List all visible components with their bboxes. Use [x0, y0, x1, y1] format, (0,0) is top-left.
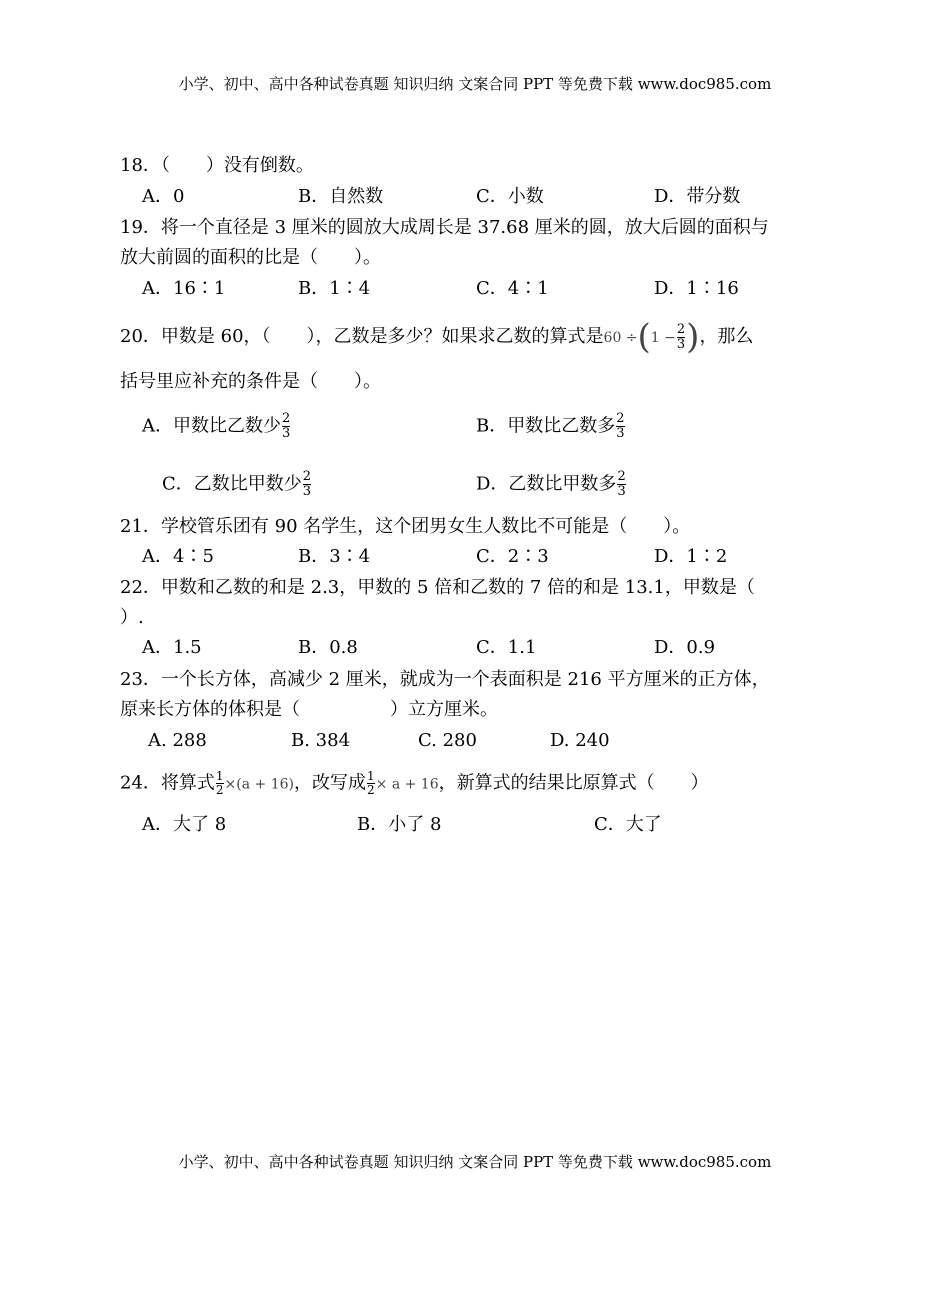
fraction-denominator: 3: [676, 336, 686, 352]
q24-expr1-fraction: [216, 770, 224, 797]
fraction-numerator: 1: [215, 769, 224, 783]
q20-option-d-fraction: [617, 470, 625, 499]
fraction-denominator: 3: [616, 426, 625, 441]
fraction-numerator: 2: [282, 411, 291, 426]
q24-option-a: A．大了 8: [142, 814, 227, 835]
q22-option-a: A．1.5: [142, 637, 202, 658]
question-23-stem-line2: 原来长方体的体积是（ ）立方厘米。: [120, 699, 498, 720]
question-24-stem: [120, 770, 709, 797]
q20-stem-end: ，那么: [699, 326, 754, 347]
fraction-denominator: 3: [302, 484, 312, 499]
q20-option-b-fraction: [616, 412, 624, 441]
question-18-stem: 18．（ ）没有倒数。: [120, 155, 314, 176]
q24-expr2-fraction: [367, 770, 375, 797]
q24-expr2-rest: × a + 16: [375, 776, 439, 793]
q19-option-c: C．4∶1: [476, 278, 549, 299]
q20-option-a: [142, 412, 291, 441]
q19-option-b: B．1∶4: [298, 278, 371, 299]
q20-paren-open: (: [637, 317, 651, 357]
q20-option-a-text: A．甲数比乙数少: [142, 415, 281, 437]
fraction-denominator: 3: [282, 426, 291, 441]
question-19-stem-line1: 19．将一个直径是 3 厘米的圆放大成周长是 37.68 厘米的圆，放大后圆的面积与: [120, 217, 769, 238]
q20-option-c: [162, 470, 312, 499]
q24-expr1-rest: ×(a + 16): [224, 776, 294, 793]
q24-stem-middle: ，改写成: [294, 772, 366, 794]
q21-option-b: B．3∶4: [298, 546, 371, 567]
q18-option-b: B．自然数: [298, 186, 384, 207]
page-footer: 小学、初中、高中各种试卷真题 知识归纳 文案合同 PPT 等免费下载 www.doc985.com: [178, 1153, 772, 1171]
fraction-numerator: 1: [367, 769, 375, 783]
q20-expr-one: 1 −: [650, 330, 676, 346]
q24-option-c: C．大了: [594, 814, 662, 835]
q20-option-a-fraction: [282, 412, 290, 441]
fraction-numerator: 2: [302, 469, 312, 484]
q20-paren-close: ): [686, 317, 700, 357]
q18-option-d: D．带分数: [654, 186, 741, 207]
q24-stem-start: 24．将算式: [120, 772, 215, 794]
fraction-numerator: 2: [617, 469, 626, 484]
q20-option-c-fraction: [303, 470, 311, 499]
q23-option-a: A. 288: [148, 730, 207, 751]
question-20-stem-line2: 括号里应补充的条件是（ ）。: [120, 371, 381, 392]
question-22-stem-line1: 22．甲数和乙数的和是 2.3，甲数的 5 倍和乙数的 7 倍的和是 13.1，甲数是（: [120, 577, 755, 598]
question-23-stem-line1: 23．一个长方体，高减少 2 厘米，就成为一个表面积是 216 平方厘米的正方体，: [120, 669, 770, 690]
q23-option-d: D. 240: [550, 730, 610, 751]
page-header: 小学、初中、高中各种试卷真题 知识归纳 文案合同 PPT 等免费下载 www.doc985.com: [178, 75, 772, 93]
q20-option-d-text: D．乙数比甲数多: [476, 473, 617, 495]
question-20-stem-line1: [120, 317, 754, 357]
q21-option-d: D．1∶2: [654, 546, 728, 567]
q19-option-d: D．1∶16: [654, 278, 739, 299]
q24-option-b: B．小了 8: [357, 814, 442, 835]
q22-option-d: D．0.9: [654, 637, 716, 658]
fraction-numerator: 2: [616, 411, 625, 426]
q20-option-c-text: C．乙数比甲数少: [162, 473, 302, 495]
q20-option-b: [476, 412, 626, 441]
q24-stem-end: ，新算式的结果比原算式（ ）: [438, 772, 709, 794]
q23-option-c: C. 280: [418, 730, 477, 751]
q18-option-c: C．小数: [476, 186, 544, 207]
q20-option-b-text: B．甲数比乙数多: [476, 415, 616, 437]
fraction-denominator: 3: [617, 484, 626, 499]
question-22-stem-line2: ）.: [120, 607, 144, 628]
q22-option-b: B．0.8: [298, 637, 358, 658]
question-19-stem-line2: 放大前圆的面积的比是（ ）。: [120, 247, 381, 268]
fraction-denominator: 2: [367, 783, 375, 797]
q23-option-b: B. 384: [291, 730, 351, 751]
fraction-numerator: 2: [676, 321, 686, 337]
q20-option-d: [476, 470, 627, 499]
q20-fraction: [677, 323, 685, 352]
q21-option-c: C．2∶3: [476, 546, 549, 567]
q18-option-a: A．0: [142, 186, 185, 207]
q20-stem-start: 20．甲数是 60，（ ），乙数是多少？如果求乙数的算式是: [120, 326, 604, 347]
q20-expr-lead: 60 ÷: [603, 330, 638, 346]
q22-option-c: C．1.1: [476, 637, 537, 658]
fraction-denominator: 2: [215, 783, 224, 797]
question-21-stem: 21．学校管乐团有 90 名学生，这个团男女生人数比不可能是（ ）。: [120, 516, 691, 537]
q21-option-a: A．4∶5: [142, 546, 214, 567]
q19-option-a: A．16∶1: [142, 278, 226, 299]
